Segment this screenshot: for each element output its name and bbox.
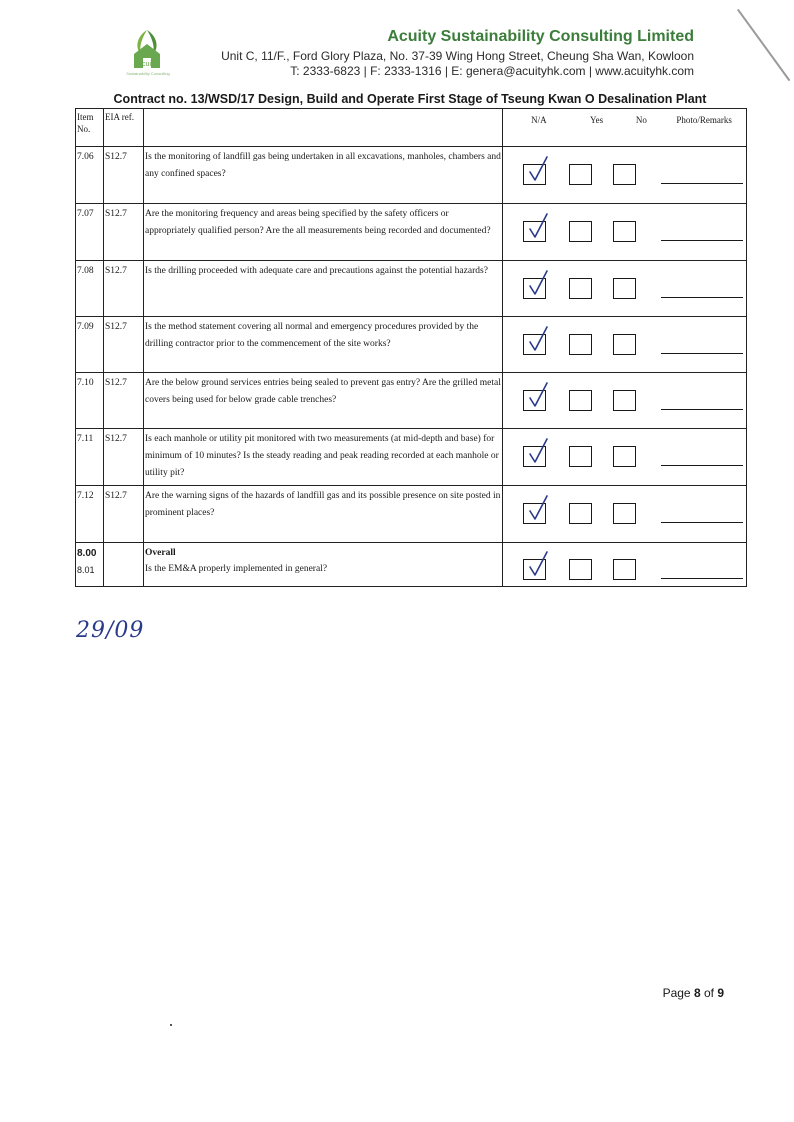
answer-cell (503, 261, 747, 317)
remarks-line[interactable] (661, 240, 743, 241)
remarks-line[interactable] (661, 183, 743, 184)
remarks-line[interactable] (661, 578, 743, 579)
checkmark-icon (525, 325, 551, 355)
header-remarks: Photo/Remarks (676, 115, 732, 125)
answer-cell (503, 147, 747, 204)
table-row (76, 429, 747, 486)
header-no: No (635, 115, 647, 125)
na-checkbox[interactable] (523, 164, 546, 185)
logo-subtext: Sustainability Consulting (126, 71, 170, 76)
answer-cell (503, 429, 747, 486)
checkmark-icon (525, 155, 551, 185)
eia-ref-cell: S12.7 (104, 147, 144, 204)
no-checkbox[interactable] (613, 278, 636, 299)
scan-speck (170, 1024, 172, 1026)
no-checkbox[interactable] (613, 390, 636, 411)
yes-checkbox[interactable] (569, 446, 592, 467)
checklist-table (75, 108, 747, 587)
checkmark-icon (525, 212, 551, 242)
item-number-cell: 7.06 (76, 147, 104, 204)
na-checkbox[interactable] (523, 446, 546, 467)
yes-checkbox[interactable] (569, 334, 592, 355)
question-cell: Are the below ground services entries being sealed to prevent gas entry? Are the grilled metal covers being used for below grade cable trenches? (144, 373, 503, 429)
footer-page-number: 8 (693, 986, 701, 1000)
eia-ref-cell: S12.7 (104, 317, 144, 373)
item-number-cell: 7.08 (76, 261, 104, 317)
yes-checkbox[interactable] (569, 390, 592, 411)
remarks-line[interactable] (661, 465, 743, 466)
item-number-cell: 7.09 (76, 317, 104, 373)
overall-question-cell (144, 543, 503, 587)
checkmark-icon (525, 269, 551, 299)
overall-section-title: Overall (145, 548, 176, 558)
item-number-cell: 7.11 (76, 429, 104, 486)
checkmark-icon (525, 550, 551, 580)
remarks-line[interactable] (661, 522, 743, 523)
na-checkbox[interactable] (523, 278, 546, 299)
eia-ref-cell: S12.7 (104, 486, 144, 543)
item-number-cell: 7.07 (76, 204, 104, 261)
company-name: Acuity Sustainability Consulting Limited (387, 28, 694, 45)
header-description (144, 109, 503, 147)
header-na: N/A (531, 115, 547, 125)
question-cell: Is the drilling proceeded with adequate care and precautions against the potential hazards? (144, 261, 503, 317)
header-eia-ref: EIA ref. (104, 109, 144, 147)
header-answer-columns (503, 109, 747, 147)
question-cell: Are the warning signs of the hazards of landfill gas and its possible presence on site posted in prominent places? (144, 486, 503, 543)
footer-page-total: 9 (717, 986, 724, 1000)
answer-cell (503, 486, 747, 543)
answer-cell (503, 317, 747, 373)
logo-text: Acuity (137, 61, 157, 68)
na-checkbox[interactable] (523, 559, 546, 580)
table-row (76, 486, 747, 543)
checkmark-icon (525, 494, 551, 524)
table-row (76, 147, 747, 204)
eia-ref-cell: S12.7 (104, 261, 144, 317)
question-cell: Is the method statement covering all normal and emergency procedures provided by the drilling contractor prior to the commencement of the site works? (144, 317, 503, 373)
page-footer (663, 986, 724, 1000)
answer-cell (503, 373, 747, 429)
yes-checkbox[interactable] (569, 503, 592, 524)
table-row (76, 261, 747, 317)
na-checkbox[interactable] (523, 334, 546, 355)
no-checkbox[interactable] (613, 559, 636, 580)
footer-middle: of (700, 986, 718, 1000)
header-yes: Yes (590, 115, 604, 125)
item-number-cell: 7.12 (76, 486, 104, 543)
yes-checkbox[interactable] (569, 221, 592, 242)
table-row (76, 204, 747, 261)
checkmark-icon (525, 381, 551, 411)
overall-item-number: 8.01 (77, 565, 95, 575)
na-checkbox[interactable] (523, 221, 546, 242)
no-checkbox[interactable] (613, 446, 636, 467)
yes-checkbox[interactable] (569, 278, 592, 299)
question-cell: Is the monitoring of landfill gas being undertaken in all excavations, manholes, chambers and any confined spaces? (144, 147, 503, 204)
eia-ref-cell: S12.7 (104, 429, 144, 486)
table-header-row (76, 109, 747, 147)
yes-checkbox[interactable] (569, 559, 592, 580)
question-cell: Are the monitoring frequency and areas being specified by the safety officers or appropriately qualified person? Are the all measurements being recorded and documented? (144, 204, 503, 261)
scan-artifact-line (737, 9, 790, 81)
remarks-line[interactable] (661, 297, 743, 298)
no-checkbox[interactable] (613, 334, 636, 355)
remarks-line[interactable] (661, 353, 743, 354)
remarks-line[interactable] (661, 409, 743, 410)
footer-prefix: Page (662, 986, 694, 1000)
na-checkbox[interactable] (523, 503, 546, 524)
na-checkbox[interactable] (523, 390, 546, 411)
item-number-cell: 7.10 (76, 373, 104, 429)
answer-cell (503, 204, 747, 261)
question-cell: Is each manhole or utility pit monitored with two measurements (at mid-depth and base) for minimum of 10 minutes? Is the steady reading and peak reading recorded at each manhole or utility pit? (144, 429, 503, 486)
no-checkbox[interactable] (613, 164, 636, 185)
no-checkbox[interactable] (613, 503, 636, 524)
overall-section-number: 8.00 (77, 548, 97, 559)
no-checkbox[interactable] (613, 221, 636, 242)
answer-cell (503, 543, 747, 587)
handwritten-note: 29/09 (76, 618, 145, 643)
eia-ref-cell: S12.7 (104, 204, 144, 261)
yes-checkbox[interactable] (569, 164, 592, 185)
table-row (76, 317, 747, 373)
overall-row (76, 543, 747, 587)
company-address: Unit C, 11/F., Ford Glory Plaza, No. 37-39 Wing Hong Street, Cheung Sha Wan, Kowloon (221, 49, 694, 63)
overall-item-cell (76, 543, 104, 587)
checkmark-icon (525, 437, 551, 467)
overall-question-text: Is the EM&A properly implemented in general? (145, 564, 328, 574)
contract-title: Contract no. 13/WSD/17 Design, Build and Operate First Stage of Tseung Kwan O Desalination Plant (113, 92, 707, 106)
overall-eia-cell (104, 543, 144, 587)
company-contact: T: 2333-6823 | F: 2333-1316 | E: genera@acuityhk.com | www.acuityhk.com (290, 64, 694, 78)
header-item-no: Item No. (76, 109, 104, 147)
eia-ref-cell: S12.7 (104, 373, 144, 429)
table-row (76, 373, 747, 429)
